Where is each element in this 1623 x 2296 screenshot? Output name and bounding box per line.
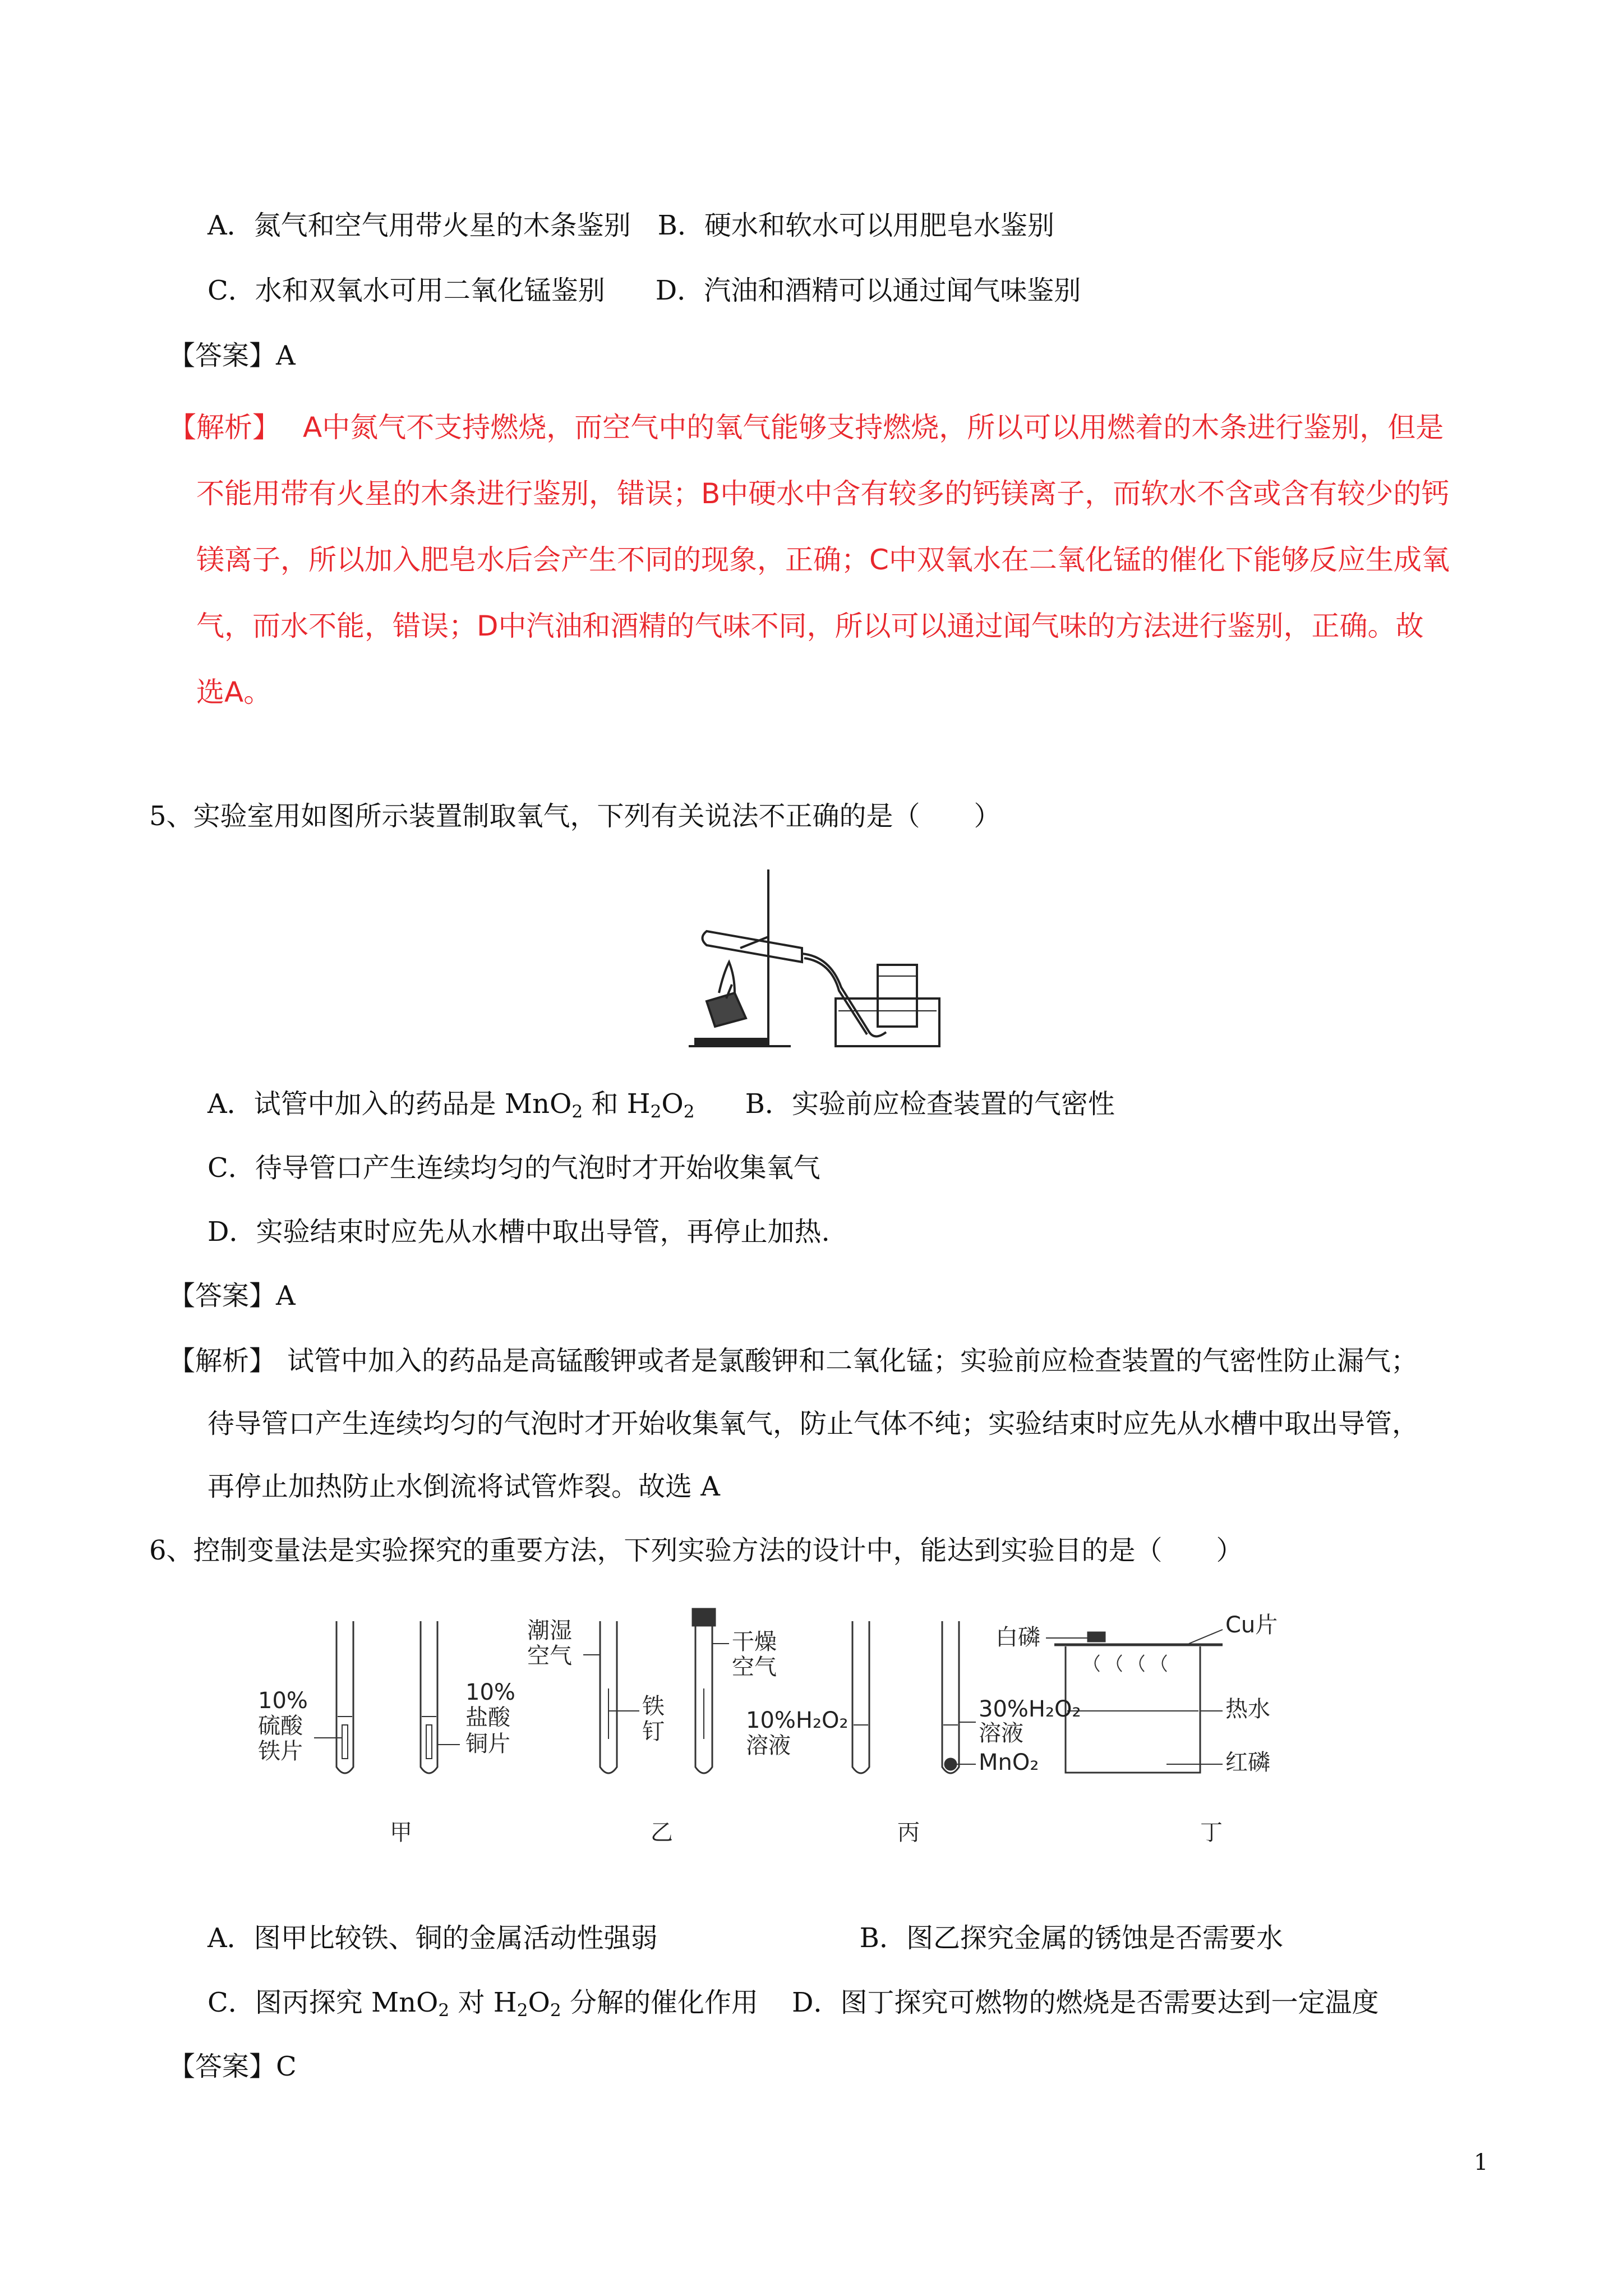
q6-answer: 【答案】C (168, 2051, 297, 2082)
subscript-2: 2 (517, 2000, 528, 2021)
q4-analysis-text-1: A中氮气不支持燃烧，而空气中的氧气能够支持燃烧，所以可以用燃着的木条进行鉴别，但是 (303, 411, 1444, 444)
label-yi-iron: 铁 (642, 1694, 665, 1719)
caption-yi: 乙 (651, 1820, 673, 1846)
label-bing-10-h2o2: 10%H₂O₂ (746, 1708, 849, 1733)
q4-answer: 【答案】A (168, 340, 296, 371)
label-yi-air: 空气 (527, 1643, 572, 1669)
label-ding-copper-sheet: Cu片 (1225, 1612, 1278, 1638)
q5-option-d: D．实验结束时应先从水槽中取出导管，再停止加热. (208, 1216, 830, 1248)
caption-jia: 甲 (390, 1820, 412, 1846)
q4-option-c: C．水和双氧水可用二氧化锰鉴别 (208, 275, 605, 306)
subscript-2: 2 (683, 1101, 695, 1122)
q6-option-d: D．图丁探究可燃物的燃烧是否需要达到一定温度 (791, 1987, 1379, 2018)
q4-analysis-line-2: 不能用带有火星的木条进行鉴别，错误；B中硬水中含有较多的钙镁离子，而软水不含或含有较少的钙 (196, 477, 1450, 510)
q4-options-row-1 (208, 209, 1054, 242)
q5-answer: 【答案】A (168, 1280, 296, 1312)
subscript-2: 2 (571, 1101, 583, 1122)
label-jia-concentration: 10% (258, 1688, 308, 1714)
label-jia-iron-sheet: 铁片 (258, 1738, 303, 1764)
q5-analysis-line-1 (168, 1344, 1418, 1378)
q5-option-b: B．实验前应检查装置的气密性 (745, 1088, 1115, 1120)
label-ding-hot-water: 热水 (1225, 1696, 1270, 1722)
q5-analysis-line-2: 待导管口产生连续均匀的气泡时才开始收集氧气，防止气体不纯；实验结束时应先从水槽中取出导管， (208, 1408, 1419, 1439)
q5-analysis-label: 【解析】 (168, 1345, 276, 1377)
q6-options-row-2 (208, 1986, 1378, 2019)
q5-apparatus-figure (684, 864, 942, 1055)
label-yi-air-2: 空气 (732, 1654, 777, 1680)
caption-ding: 丁 (1200, 1820, 1223, 1846)
q5-stem: 5、实验室用如图所示装置制取氧气，下列有关说法不正确的是（ ） (149, 800, 1001, 832)
q4-analysis-line-5: 选A。 (196, 676, 272, 708)
q6-options-row-1 (208, 1921, 1283, 1955)
label-jia-sulfuric-acid: 硫酸 (258, 1713, 303, 1739)
subscript-2: 2 (650, 1101, 662, 1122)
q5-option-a: A．试管中加入的药品是 MnO$_2$ 和 $H_2O_2$ (208, 1088, 695, 1122)
q6-option-a: A．图甲比较铁、铜的金属活动性强弱 (208, 1922, 658, 1954)
subscript-2: 2 (550, 2000, 561, 2021)
label-jia-concentration-2: 10% (465, 1680, 515, 1705)
q4-option-b: B．硬水和软水可以用肥皂水鉴别 (657, 210, 1054, 241)
label-bing-30-h2o2: 30%H₂O₂ (979, 1696, 1081, 1722)
q5-option-c: C．待导管口产生连续均匀的气泡时才开始收集氧气 (208, 1152, 820, 1184)
q4-option-d: D．汽油和酒精可以通过闻气味鉴别 (655, 275, 1081, 306)
q5-analysis-text-1: 试管中加入的药品是高锰酸钾或者是氯酸钾和二氧化锰；实验前应检查装置的气密性防止漏气； (287, 1345, 1418, 1377)
subscript-2: 2 (438, 2000, 450, 2021)
label-ding-red-phosphorus: 红磷 (1225, 1750, 1270, 1775)
label-bing-solution: 溶液 (746, 1733, 791, 1759)
q4-analysis-label: 【解析】 (168, 411, 280, 444)
q5-options-row-1 (208, 1087, 1115, 1121)
label-jia-hydrochloric-acid: 盐酸 (465, 1705, 510, 1731)
q5-analysis-line-3: 再停止加热防止水倒流将试管炸裂。故选 A (208, 1471, 720, 1502)
label-bing-solution-2: 溶液 (979, 1720, 1023, 1746)
q4-analysis-line-3: 镁离子，所以加入肥皂水后会产生不同的现象，正确；C中双氧水在二氧化锰的催化下能够反应生成氧 (196, 544, 1450, 576)
label-yi-humid: 潮湿 (527, 1618, 572, 1644)
q4-analysis-line-4: 气，而水不能，错误；D中汽油和酒精的气味不同，所以可以通过闻气味的方法进行鉴别，正确。故 (196, 610, 1424, 642)
label-yi-nail: 钉 (642, 1719, 665, 1745)
q4-options-row-2 (208, 274, 1081, 307)
q4-analysis-line-1 (168, 411, 1444, 444)
caption-bing: 丙 (897, 1820, 920, 1846)
q4-option-a: A．氮气和空气用带火星的木条鉴别 (208, 210, 631, 241)
label-jia-copper-sheet: 铜片 (465, 1731, 510, 1757)
label-yi-dry: 干燥 (732, 1629, 777, 1655)
label-ding-white-phosphorus: 白磷 (995, 1625, 1040, 1650)
q6-stem: 6、控制变量法是实验探究的重要方法，下列实验方法的设计中，能达到实验目的是（ ） (149, 1535, 1243, 1566)
label-bing-mno2: MnO₂ (979, 1750, 1039, 1775)
q6-option-b: B．图乙探究金属的锈蚀是否需要水 (859, 1922, 1283, 1954)
q6-option-c: C．图丙探究 MnO$_2$ 对 $H_2O_2$ 分解的催化作用 (208, 1987, 758, 2021)
q6-experiments-figure (247, 1604, 1346, 1851)
page-number: 1 (1474, 2150, 1488, 2175)
